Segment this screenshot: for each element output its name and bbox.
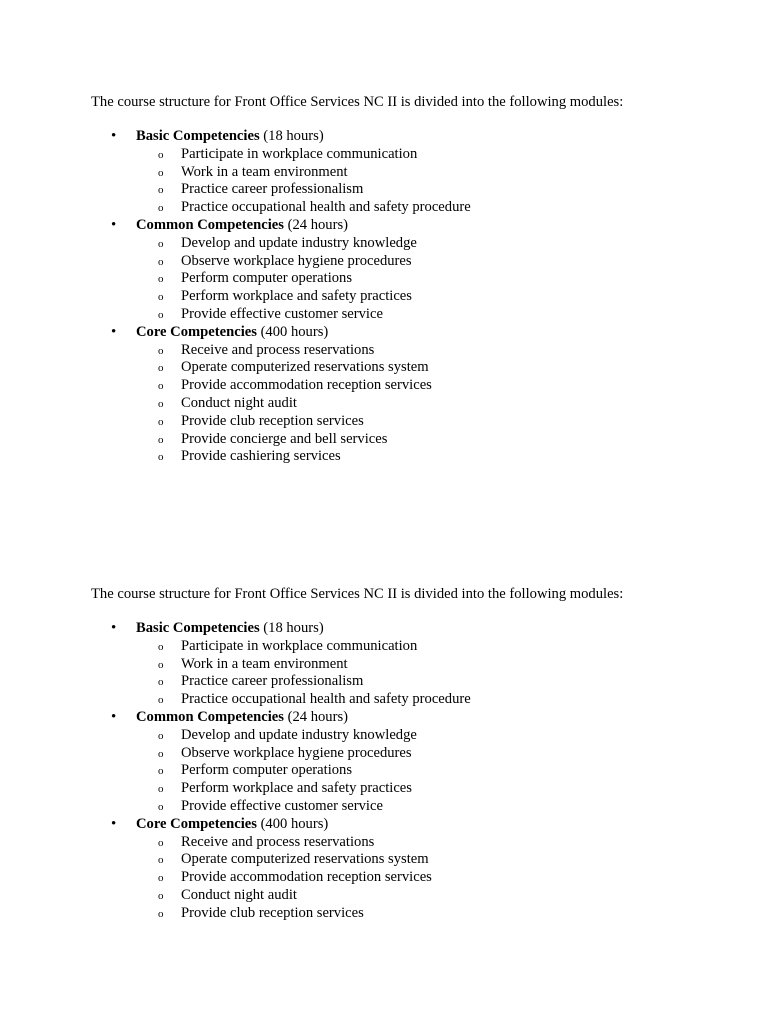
topic-text: Perform workplace and safety practices bbox=[181, 780, 412, 797]
list-item bbox=[91, 377, 751, 395]
list-item bbox=[91, 887, 751, 905]
module-hours: (400 hours) bbox=[260, 815, 329, 832]
topic-text: Conduct night audit bbox=[181, 394, 297, 411]
list-item bbox=[91, 905, 751, 923]
module-hours: (18 hours) bbox=[263, 620, 324, 636]
circle-bullet-icon: o bbox=[158, 237, 164, 250]
circle-bullet-icon: o bbox=[158, 273, 164, 286]
topic-text: Participate in workplace communication bbox=[181, 637, 418, 654]
intro-paragraph: The course structure for Front Office Services NC II is divided into the following modules: bbox=[91, 586, 624, 602]
topic-list bbox=[91, 235, 751, 324]
bullet-icon: • bbox=[111, 128, 117, 144]
topic-text: Practice occupational health and safety procedure bbox=[181, 691, 471, 708]
topic-text: Operate computerized reservations system bbox=[181, 359, 429, 376]
module-name: Core Competencies bbox=[136, 323, 257, 340]
list-item bbox=[91, 869, 751, 887]
circle-bullet-icon: o bbox=[158, 451, 164, 464]
bullet-icon: • bbox=[111, 620, 117, 636]
module-basic-competencies bbox=[91, 128, 751, 217]
module-core-competencies bbox=[91, 324, 751, 466]
list-item bbox=[91, 413, 751, 431]
module-common-competencies bbox=[91, 709, 751, 816]
circle-bullet-icon: o bbox=[158, 694, 164, 707]
list-item bbox=[91, 146, 751, 164]
circle-bullet-icon: o bbox=[158, 836, 164, 849]
module-list bbox=[91, 128, 751, 466]
bullet-icon: • bbox=[111, 323, 117, 340]
topic-text: Practice career professionalism bbox=[181, 181, 364, 198]
circle-bullet-icon: o bbox=[158, 765, 164, 778]
topic-text: Provide club reception services bbox=[181, 412, 364, 429]
topic-text: Provide accommodation reception services bbox=[181, 377, 432, 394]
topic-text: Provide concierge and bell services bbox=[181, 430, 388, 447]
list-item bbox=[91, 270, 751, 288]
topic-text: Provide club reception services bbox=[181, 904, 364, 921]
topic-text: Provide effective customer service bbox=[181, 797, 383, 814]
bullet-icon: • bbox=[111, 815, 117, 832]
topic-text: Observe workplace hygiene procedures bbox=[181, 744, 412, 761]
module-hours: (18 hours) bbox=[263, 128, 324, 144]
list-item bbox=[91, 253, 751, 271]
topic-text: Perform computer operations bbox=[181, 762, 353, 779]
topic-text: Provide effective customer service bbox=[181, 305, 383, 322]
module-name: Basic Competencies bbox=[136, 620, 260, 636]
list-item bbox=[91, 727, 751, 745]
topic-text: Practice career professionalism bbox=[181, 673, 364, 690]
list-item bbox=[91, 780, 751, 798]
list-item bbox=[91, 342, 751, 360]
list-item bbox=[91, 395, 751, 413]
module-basic-competencies bbox=[91, 620, 751, 709]
circle-bullet-icon: o bbox=[158, 397, 164, 410]
list-item bbox=[91, 656, 751, 674]
intro-paragraph: The course structure for Front Office Services NC II is divided into the following modules: bbox=[91, 94, 624, 110]
module-name: Basic Competencies bbox=[136, 128, 260, 144]
circle-bullet-icon: o bbox=[158, 308, 164, 321]
circle-bullet-icon: o bbox=[158, 184, 164, 197]
circle-bullet-icon: o bbox=[158, 415, 164, 428]
list-item bbox=[91, 235, 751, 253]
circle-bullet-icon: o bbox=[158, 907, 164, 920]
topic-text: Perform computer operations bbox=[181, 270, 353, 287]
list-item bbox=[91, 306, 751, 324]
list-item bbox=[91, 673, 751, 691]
course-structure-section-2 bbox=[91, 585, 751, 923]
topic-text: Develop and update industry knowledge bbox=[181, 726, 417, 743]
circle-bullet-icon: o bbox=[158, 640, 164, 653]
circle-bullet-icon: o bbox=[158, 800, 164, 813]
circle-bullet-icon: o bbox=[158, 658, 164, 671]
circle-bullet-icon: o bbox=[158, 676, 164, 689]
list-item bbox=[91, 199, 751, 217]
topic-text: Observe workplace hygiene procedures bbox=[181, 252, 412, 269]
circle-bullet-icon: o bbox=[158, 854, 164, 867]
list-item bbox=[91, 431, 751, 449]
circle-bullet-icon: o bbox=[158, 148, 164, 161]
topic-text: Provide accommodation reception services bbox=[181, 869, 432, 886]
circle-bullet-icon: o bbox=[158, 344, 164, 357]
list-item bbox=[91, 359, 751, 377]
circle-bullet-icon: o bbox=[158, 166, 164, 179]
course-structure-section-1 bbox=[91, 93, 751, 466]
topic-list bbox=[91, 146, 751, 217]
module-list bbox=[91, 620, 751, 923]
module-heading bbox=[91, 816, 751, 834]
topic-text: Operate computerized reservations system bbox=[181, 851, 429, 868]
circle-bullet-icon: o bbox=[158, 433, 164, 446]
module-hours: (400 hours) bbox=[260, 323, 329, 340]
list-item bbox=[91, 691, 751, 709]
topic-list bbox=[91, 834, 751, 923]
list-item bbox=[91, 448, 751, 466]
topic-text: Receive and process reservations bbox=[181, 833, 375, 850]
topic-text: Perform workplace and safety practices bbox=[181, 288, 412, 305]
topic-list bbox=[91, 342, 751, 467]
list-item bbox=[91, 638, 751, 656]
topic-text: Receive and process reservations bbox=[181, 341, 375, 358]
list-item bbox=[91, 762, 751, 780]
circle-bullet-icon: o bbox=[158, 889, 164, 902]
list-item bbox=[91, 745, 751, 763]
module-name: Core Competencies bbox=[136, 815, 257, 832]
topic-text: Develop and update industry knowledge bbox=[181, 234, 417, 251]
module-name: Common Competencies bbox=[136, 708, 284, 725]
module-heading bbox=[91, 324, 751, 342]
list-item bbox=[91, 288, 751, 306]
module-heading bbox=[91, 128, 751, 146]
list-item bbox=[91, 834, 751, 852]
module-heading bbox=[91, 217, 751, 235]
circle-bullet-icon: o bbox=[158, 783, 164, 796]
circle-bullet-icon: o bbox=[158, 380, 164, 393]
module-core-competencies bbox=[91, 816, 751, 923]
list-item bbox=[91, 798, 751, 816]
circle-bullet-icon: o bbox=[158, 362, 164, 375]
list-item bbox=[91, 164, 751, 182]
module-hours: (24 hours) bbox=[287, 216, 349, 233]
topic-text: Participate in workplace communication bbox=[181, 145, 418, 162]
module-common-competencies bbox=[91, 217, 751, 324]
circle-bullet-icon: o bbox=[158, 872, 164, 885]
module-name: Common Competencies bbox=[136, 216, 284, 233]
bullet-icon: • bbox=[111, 216, 117, 233]
topic-text: Conduct night audit bbox=[181, 886, 297, 903]
topic-text: Work in a team environment bbox=[181, 655, 348, 672]
bullet-icon: • bbox=[111, 708, 117, 725]
circle-bullet-icon: o bbox=[158, 729, 164, 742]
circle-bullet-icon: o bbox=[158, 202, 164, 215]
topic-list bbox=[91, 727, 751, 816]
circle-bullet-icon: o bbox=[158, 255, 164, 268]
circle-bullet-icon: o bbox=[158, 747, 164, 760]
topic-list bbox=[91, 638, 751, 709]
module-heading bbox=[91, 709, 751, 727]
list-item bbox=[91, 851, 751, 869]
topic-text: Provide cashiering services bbox=[181, 448, 341, 465]
module-heading bbox=[91, 620, 751, 638]
module-hours: (24 hours) bbox=[287, 708, 349, 725]
list-item bbox=[91, 181, 751, 199]
topic-text: Practice occupational health and safety procedure bbox=[181, 199, 471, 216]
circle-bullet-icon: o bbox=[158, 291, 164, 304]
topic-text: Work in a team environment bbox=[181, 163, 348, 180]
